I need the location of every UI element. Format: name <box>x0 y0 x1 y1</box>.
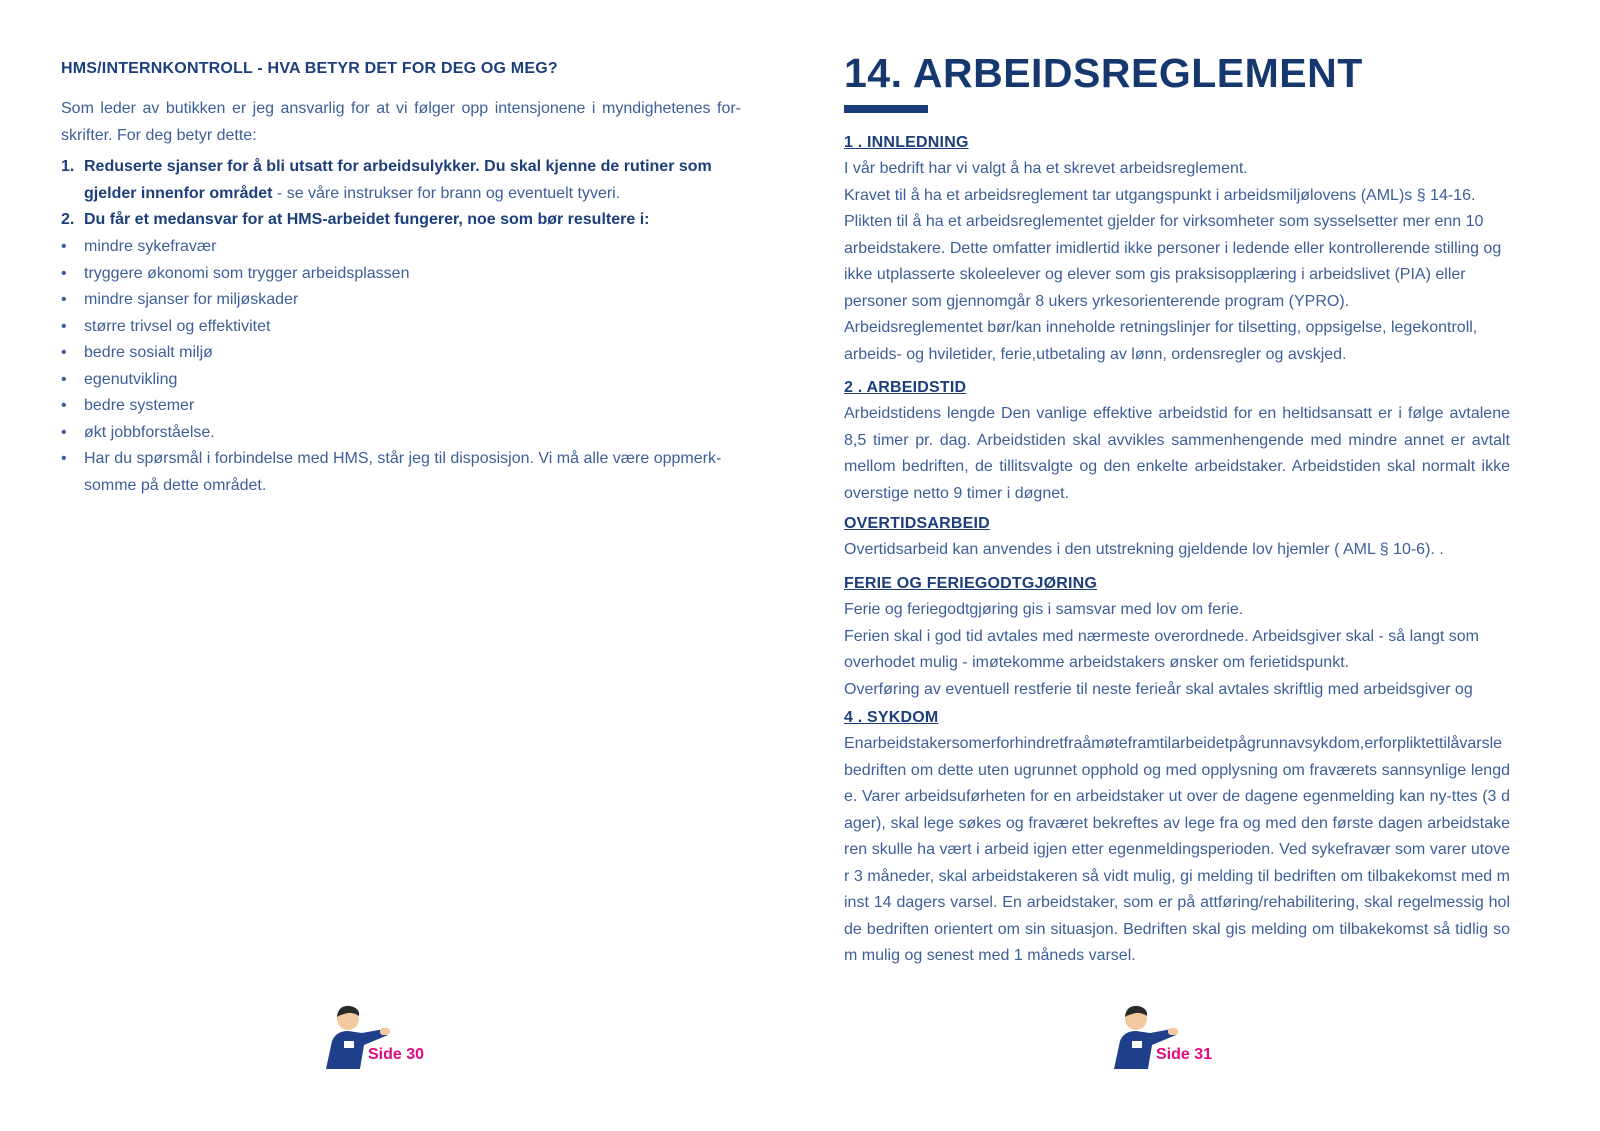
bullet-icon: • <box>61 238 67 255</box>
numbered-list <box>61 154 741 234</box>
bullet-icon: • <box>61 370 67 388</box>
bullet-text: bedre systemer <box>84 397 195 414</box>
bullet-item <box>61 234 741 261</box>
chapter-title: 14. ARBEIDSREGLEMENT <box>844 50 1363 96</box>
item-number: 2. <box>61 211 75 228</box>
bullet-icon: • <box>61 423 67 441</box>
bullet-text: bedre sosialt miljø <box>84 344 213 361</box>
numbered-item <box>61 154 741 207</box>
bullet-icon: • <box>61 317 67 335</box>
paragraph: Plikten til å ha et arbeidsreglementet gjelder for virksomheter som sysselsetter mer enn 10 arbeidstakere. Dette omfatter imidlertid ikke personer i ledende eller kontrollerende stilling og ikke utplasserte skoleelever og elever som gis praksisopplæring i arbeidslivet (PIA) eller personer som gjennomgår 8 ukers yrkesorienterende program (YPRO). <box>844 213 1502 310</box>
section-overtid <box>844 511 1510 564</box>
bullet-list <box>61 234 741 499</box>
bullet-item <box>61 314 741 341</box>
item-number: 1. <box>61 158 75 175</box>
item-text: - se våre instrukser for brann og eventuelt tyveri. <box>272 184 621 202</box>
paragraph: Ferie og feriegodtgjøring gis i samsvar med lov om ferie. <box>844 601 1244 618</box>
bullet-text: større trivsel og effektivitet <box>84 317 271 335</box>
bullet-icon: • <box>61 291 67 308</box>
paragraph: Overtidsarbeid kan anvendes i den utstrekning gjeldende lov hjemler ( AML § 10-6). . <box>844 541 1444 558</box>
section-arbeidstid <box>844 375 1510 507</box>
title-underline <box>844 105 928 113</box>
bullet-item <box>61 393 741 420</box>
section-innledning <box>844 130 1510 368</box>
intro-paragraph: Som leder av butikken er jeg ansvarlig for at vi følger opp intensjonene i myndighetenes for-skrifter. For deg betyr dette: <box>61 100 741 144</box>
bullet-icon: • <box>61 264 67 282</box>
bullet-item <box>61 367 741 394</box>
section-heading-hms: HMS/INTERNKONTROLL - HVA BETYR DET FOR DEG OG MEG? <box>61 60 558 77</box>
section-heading: 2 . ARBEIDSTID <box>844 379 967 396</box>
paragraph: Enarbeidstakersomerforhindretfraåmøteframtilarbeidetpågrunnavsykdom,erforpliktettilåvarsle bedriften om dette uten ugrunnet opphold og med opplysning om fraværets sannsynlige lengde. Varer arbeidsuførheten for en arbeidstaker ut over de dagene egenmelding kan ny-ttes (3 dager), skal lege søkes og fraværet bekreftes av lege fra og med den første dagen arbeidstakeren skulle ha vært i arbeid igjen etter egenmeldingsperioden. Ved sykefravær som varer utover 3 måneder, skal arbeidstakeren så vidt mulig, gi melding til bedriften om tilbakekomst med minst 14 dagers varsel. En arbeidstaker, som er på attføring/rehabilitering, skal regelmessig holde bedriften orientert om sin situasjon. Bedriften skal gis melding om tilbakekomst så tidlig som mulig og senest med 1 måneds varsel. <box>844 735 1510 964</box>
section-heading: 4 . SYKDOM <box>844 709 939 726</box>
page-number: Side 30 <box>368 1046 425 1063</box>
section-sykdom <box>844 705 1510 970</box>
bullet-item <box>61 287 741 314</box>
section-heading: FERIE OG FERIEGODTGJØRING <box>844 575 1098 592</box>
bullet-icon: • <box>61 397 67 414</box>
paragraph: Kravet til å ha et arbeidsreglement tar utgangspunkt i arbeidsmiljølovens (AML)s § 14-16. <box>844 186 1476 204</box>
item-bold-text: Reduserte sjanser for å bli utsatt for arbeidsulykker. Du skal kjenne de rutiner som gjelder innenfor området <box>84 158 712 202</box>
bullet-text: Har du spørsmål i forbindelse med HMS, står jeg til disposisjon. Vi må alle være oppmerk-somme på dette området. <box>84 450 722 494</box>
paragraph: I vår bedrift har vi valgt å ha et skrevet arbeidsreglement. <box>844 160 1248 177</box>
bullet-text: økt jobbforståelse. <box>84 423 215 441</box>
paragraph: Overføring av eventuell restferie til neste ferieår skal avtales skriftlig med arbeidsgiver og <box>844 680 1473 698</box>
bullet-text: tryggere økonomi som trygger arbeidsplassen <box>84 264 410 282</box>
bullet-text: mindre sykefravær <box>84 238 217 255</box>
paragraph: Arbeidsreglementet bør/kan inneholde retningslinjer for tilsetting, oppsigelse, legekontroll, arbeids- og hviletider, ferie,utbetaling av lønn, ordensregler og avskjed. <box>844 319 1478 363</box>
bullet-text: egenutvikling <box>84 370 178 388</box>
section-ferie <box>844 571 1510 703</box>
numbered-item <box>61 207 741 234</box>
section-heading: 1 . INNLEDNING <box>844 134 969 151</box>
page-number: Side 31 <box>1156 1046 1213 1063</box>
bullet-icon: • <box>61 450 67 467</box>
bullet-item <box>61 446 741 499</box>
paragraph: Ferien skal i god tid avtales med nærmeste overordnede. Arbeidsgiver skal - så langt som overhodet mulig - imøtekomme arbeidstakers ønsker om ferietidspunkt. <box>844 627 1479 671</box>
item-bold-text: Du får et medansvar for at HMS-arbeidet fungerer, noe som bør resultere i: <box>84 211 650 228</box>
right-page <box>800 0 1600 1131</box>
bullet-item <box>61 420 741 447</box>
section-heading: OVERTIDSARBEID <box>844 515 990 532</box>
paragraph: Arbeidstidens lengde Den vanlige effektive arbeidstid for en heltidsansatt er i følge avtalene 8,5 timer pr. dag. Arbeidstiden skal avvikles sammenhengende med mindre annet er avtalt mellom bedriften, de tillitsvalgte og den enkelte arbeidstaker. Arbeidstiden skal normalt ikke overstige netto 9 timer i døgnet. <box>844 405 1510 502</box>
bullet-item <box>61 261 741 288</box>
bullet-icon: • <box>61 344 67 361</box>
bullet-item <box>61 340 741 367</box>
bullet-text: mindre sjanser for miljøskader <box>84 291 299 308</box>
